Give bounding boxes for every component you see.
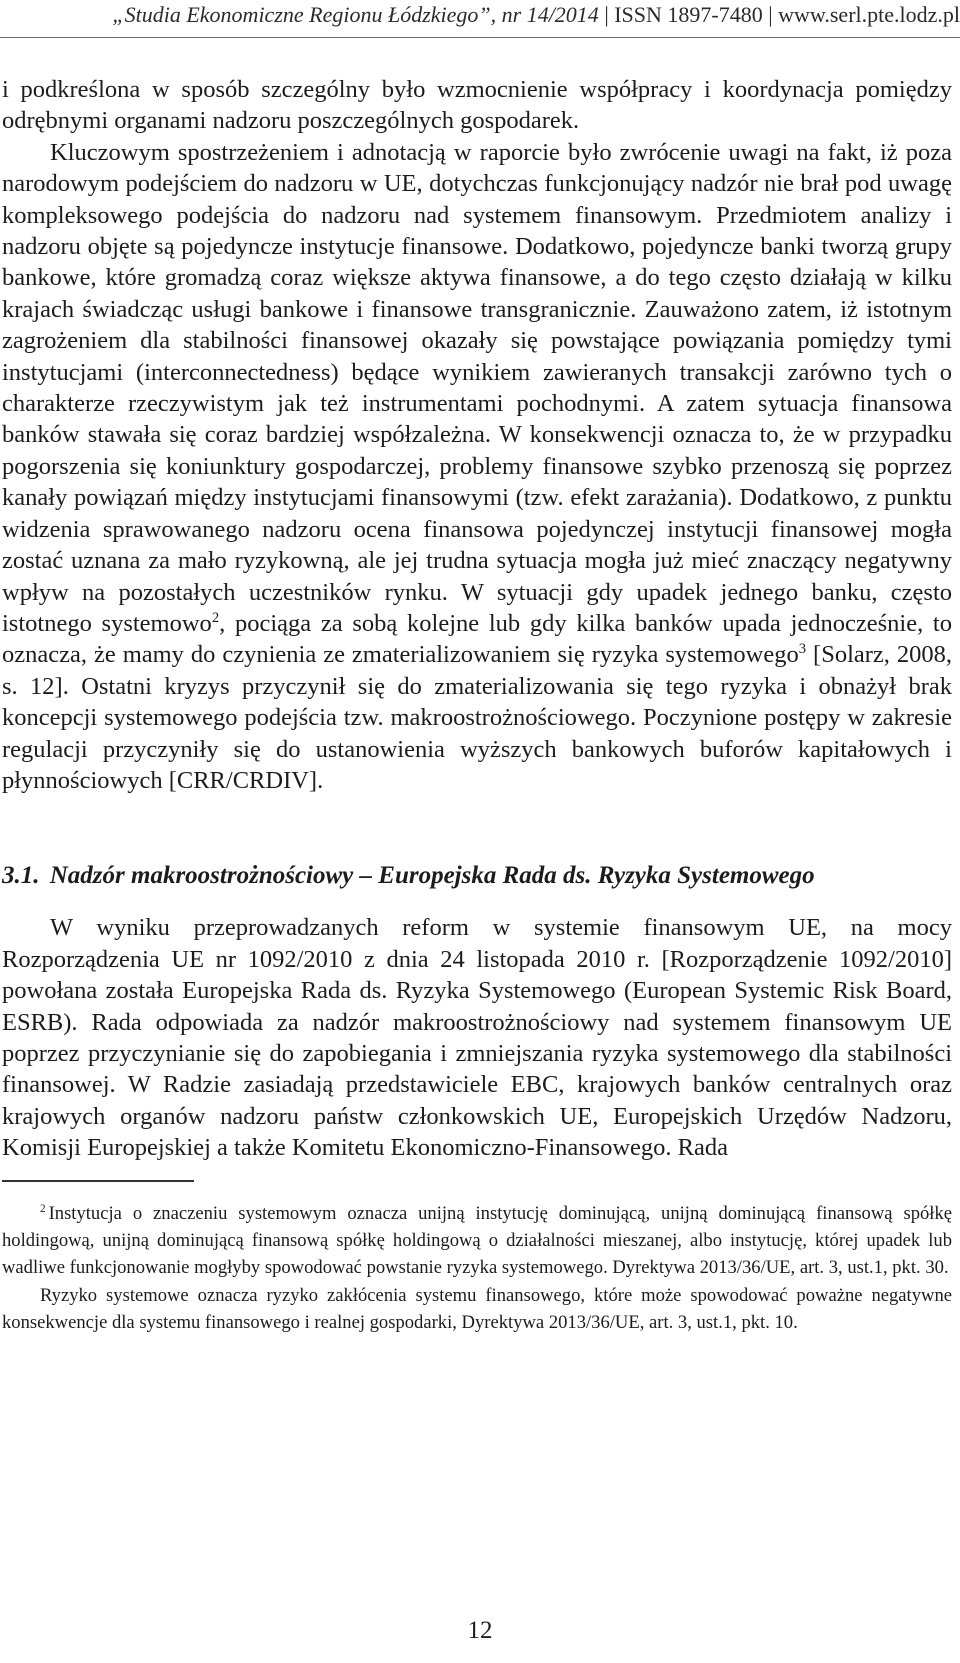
paragraph-esrb <box>2 912 952 1163</box>
page-number: 12 <box>467 1617 493 1644</box>
paragraph-text: i podkreślona w sposób szczególny było wzmocnienie współpracy i koordynacja pomiędzy odrębnymi organami nadzoru poszczególnych gospodarek. <box>2 76 952 135</box>
paragraph-continuation <box>2 74 952 137</box>
running-header <box>0 0 960 34</box>
paragraph-text: , pociąga za sobą kolejne lub gdy kilka banków upada jednocześnie, to oznacza, że mamy do czynienia ze zmaterializowaniem się ryzyka systemowego <box>2 609 952 669</box>
paragraph-text: W wyniku przeprowadzanych reform w systemie finansowym UE, na mocy Rozporządzenia UE nr 1092/2010 z dnia 24 listopada 2010 r. [Rozporządzenie 1092/2010] powołana została Europejska Rada ds. Ryzyka Systemowego (European Systemic Risk Board, ESRB). Rada odpowiada za nadzór makroostrożnościowy nad systemem finansowym UE poprzez przyczynianie się do zapobiegania i zmniejszania ryzyka systemowego dla stabilności finansowej. W Radzie zasiadają przedstawiciele EBC, krajowych banków centralnych oraz krajowych organów nadzoru państw członkowskich UE, Europejskich Urzędów Nadzoru, Komisji Europejskiej a także Komitetu Ekonomiczno-Finansowego. Rada <box>2 914 952 1162</box>
paragraph-systemic-risk <box>2 137 952 797</box>
footnote-marker: 2 <box>40 1202 46 1215</box>
footnote-reference[interactable]: 3 <box>798 641 807 658</box>
paragraph-text: Kluczowym spostrzeżeniem i adnotacją w raporcie było zwrócenie uwagi na fakt, iż poza narodowym podejściem do nadzoru w UE, dotychczas funkcjonujący nadzór nie brał pod uwagę kompleksowego podejścia do nadzoru nad systemem finansowym. Przedmiotem analizy i nadzoru objęte są pojedyncze instytucje finansowe. Dodatkowo, pojedyncze banki tworzą grupy bankowe, które gromadzą coraz większe aktywa finansowe, a do tego często działają w kilku krajach świadcząc usługi bankowe i finansowe transgranicznie. Zauważono zatem, iż istotnym zagrożeniem dla stabilności finansowej okazały się powstające powiązania pomiędzy tymi instytucjami (interconnectedness) będące wynikiem zawieranych transakcji zarówno tych o charakterze rzeczywistym jak też instrumentami pochodnymi. A zatem sytuacja finansowa banków stawała się coraz bardziej współzależna. W konsekwencji oznacza to, że w przypadku pogorszenia się koniunktury gospodarczej, problemy finansowe szybko przenoszą się poprzez kanały powiązań między instytucjami finansowymi (tzw. efekt zarażania). Dodatkowo, z punktu widzenia sprawowanego nadzoru ocena finansowa pojedynczej instytucji finansowej mogła zostać uznana za mało ryzykowną, ale jej trudna sytuacja mogła już mieć znaczący negatywny wpływ na pozostałych uczestników rynku. W sytuacji gdy upadek jednego banku, często istotnego systemowo <box>2 138 952 637</box>
footnote-text: Ryzyko systemowe oznacza ryzyko zakłócenia systemu finansowego, które może spowodować poważne negatywne konsekwencje dla systemu finansowego i realnej gospodarki, Dyrektywa 2013/36/UE, art. 3, ust.1, pkt. 10. <box>2 1284 952 1333</box>
paragraph-text: [Solarz, 2008, s. 12]. Ostatni kryzys przyczynił się do zmaterializowania się tego ryzyka i obnażył brak koncepcji systemowego podejścia tzw. makroostrożnościowego. Poczynione postępy w zakresie regulacji przyczyniły się do ustanowienia wyższych bankowych buforów kapitałowych i płynnościowych [CRR/CRDIV]. <box>2 641 953 794</box>
footnote-text: Instytucja o znaczeniu systemowym oznacza unijną instytucję dominującą, unijną dominującą finansową spółkę holdingową, unijną dominującą finansową spółkę holdingową o działalności mieszanej, albo instytucję, której upadek lub wadliwe funkcjonowanie mogłyby spowodować powstanie ryzyka systemowego. Dyrektywa 2013/36/UE, art. 3, ust.1, pkt. 30. <box>2 1203 952 1279</box>
footnote-divider <box>2 1180 194 1182</box>
footnote-reference[interactable]: 2 <box>211 609 220 626</box>
journal-meta: | ISSN 1897-7480 | www.serl.pte.lodz.pl <box>598 2 960 27</box>
header-divider <box>0 37 960 38</box>
footnotes <box>2 1180 952 1336</box>
section-heading <box>2 860 952 892</box>
journal-title: „Studia Ekonomiczne Regionu Łódzkiego”, nr 14/2014 <box>112 2 599 27</box>
section-title: Nadzór makroostrożnościowy – Europejska Rada ds. Ryzyka Systemowego <box>49 862 815 890</box>
footnote-3 <box>2 1282 952 1336</box>
main-text <box>2 74 952 1164</box>
section-number: 3.1. <box>2 862 40 890</box>
footnote-2 <box>2 1200 952 1282</box>
